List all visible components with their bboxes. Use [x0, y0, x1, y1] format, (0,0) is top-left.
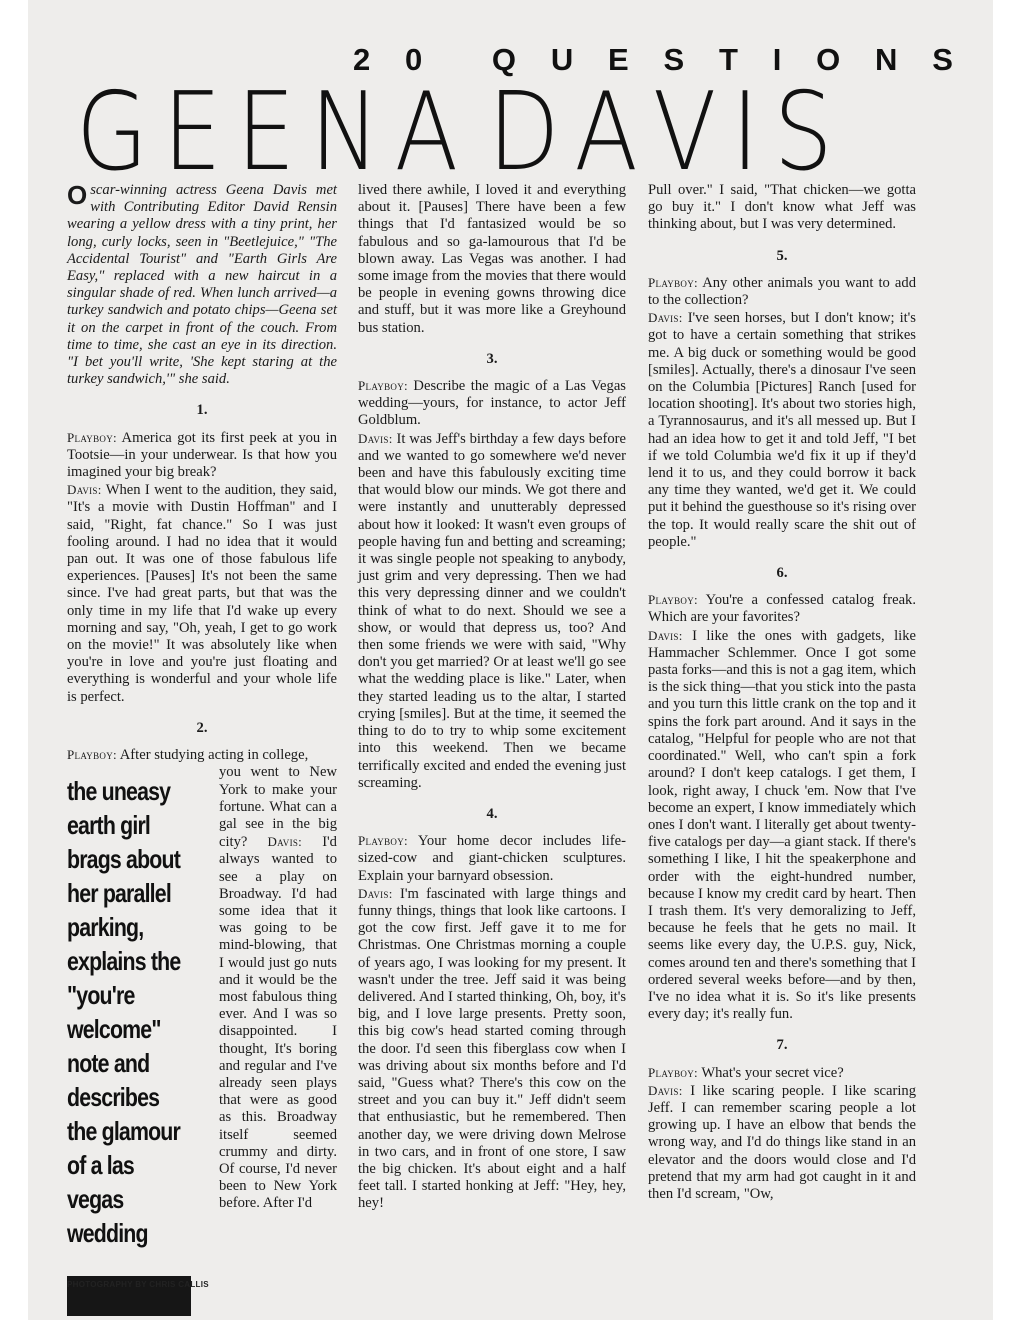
headline-letter: E [162, 70, 222, 195]
playboy-label: Playboy: [648, 274, 698, 290]
playboy-label: Playboy: [358, 378, 408, 394]
answer-text [648, 309, 916, 551]
kicker-letter: E [608, 42, 629, 77]
question-text [648, 1064, 916, 1082]
davis-label: Davis: [267, 834, 303, 850]
question-number: 7. [776, 1037, 788, 1054]
question-number: 3. [486, 350, 498, 367]
kicker-letter: O [816, 42, 841, 77]
davis-label: Davis: [358, 885, 393, 901]
playboy-label: Playboy: [67, 747, 117, 763]
answer-text [67, 481, 337, 706]
answer-body: I'm fascinated with large things and funny things, things that look like cartoons. I got the cow first. Jeff gave it to me for Christmas. One Christmas morning a couple of years ago, I was looking for my present. It wasn't under the tree. Jeff said it was being delivered. And I started thinking, Oh, boy, it's big, and I love large presents. Pretty soon, this big cow's head started coming through the door. I'd seen this fiberglass cow when I was driving about six months before and I'd said, "Guess what? There's this cow on the street and you can buy it." Jeff didn't seem that enthusiastic, but he remembered. Then another day, we were driving down Melrose in two cars, and in front of one store, I saw the big chicken. It's about eight and a half feet tall. I started honking at Jeff: "Hey, hey, hey! [358, 885, 626, 1212]
headline-letter: I [731, 70, 759, 195]
column-2 [358, 182, 626, 1213]
davis-label: Davis: [67, 482, 102, 498]
question-number: 4. [486, 805, 498, 822]
kicker-letter: T [718, 42, 738, 77]
kicker-letter: S [663, 42, 685, 77]
drop-cap: O [67, 180, 88, 210]
kicker-letter: 2 [353, 42, 371, 77]
headline-letter: G [76, 70, 148, 195]
pullquote-block [67, 764, 207, 1316]
question-text [648, 274, 916, 309]
headline [76, 70, 833, 195]
answer-body: I like the ones with gadgets, like Hammacher Schlemmer. Once I got some pasta forks—and this is not a gag item, which is the sick thing—that you stick into the pasta and you turn this little crank on the top and it spins the fork part around. And it says in the catalog, "Helpful for people who are not that coordinated." Well, who can't spin a fork around? I don't keep catalogs. I get them, I look, right away, I chuck 'em. Now that I've become an expert, I know immediately which ones I don't want. I literally get about twenty-five catalogs per day—a giant stack. If there's something I like, I hit the speakerphone and order with the eight-hundred number, because I know my credit card by heart. Then I trash them. It's very demoralizing to Jeff, because he feels that he gets no mail. It seems like every day, the U.P.S. guy, Nick, comes around ten and there's something that I ordered several weeks before—and by then, I've no idea what it is. So it's like presents every day; it's really fun. [648, 627, 916, 1023]
playboy-label: Playboy: [67, 429, 117, 445]
intro-text: scar-winning actress Geena Davis met with Contributing Editor David Rensin wearing a yellow dress with a tiny print, her long, curly locks, seen in "Beetlejuice," "The Accidental Tourist" and "Earth Girls Are Easy," replaced with a new haircut in a singular shade of red. When lunch arrived—a turkey sandwich and potato chips—Geena set it on the carpet in front of the couch. From time to time, she cast an eye in its direction. "I bet you'll write, 'She kept staring at the turkey sandwich,'" she said. [67, 182, 337, 388]
question-text [67, 429, 337, 482]
pullquote: the uneasy earth girl brags about her parallel parking, explains the "you're welcome" note and describes the glamour of a las vegas wedding [67, 776, 181, 1249]
question-body: Your home decor includes life-sized-cow and giant-chicken sculptures. Explain your barnyard obsession. [358, 833, 626, 884]
question-body: America got its first peek at you in Tootsie—in your underwear. Is that how you imagined your big break? [67, 429, 338, 481]
kicker-letter: S [932, 42, 953, 77]
answer-text [358, 885, 626, 1213]
davis-label: Davis: [358, 430, 393, 446]
headline-letter: S [773, 70, 833, 195]
headline-letter: D [487, 70, 560, 195]
headline-letter: N [310, 70, 380, 195]
answer-text: Pull over." I said, "That chicken—we gotta go buy it." I don't know what Jeff was thinking about, but I was very determined. [648, 182, 916, 233]
column-1 [67, 182, 337, 1316]
answer-body: I'd always wanted to see a play on Broadway. I'd had some idea that it was going to be mind-blowing, that I would just go nuts and it would be the most fabulous thing ever. And I was so disappointed. I thought, It's boring and regular and I've already seen plays that were as good as this. Broadway itself seemed crummy and dirty. Of course, I'd never been to New York before. After I'd [219, 834, 337, 1212]
headline-letter: A [394, 70, 459, 195]
headline-letter: E [236, 70, 296, 195]
pullquote-row [67, 764, 337, 1316]
question-body: Describe the magic of a Las Vegas wedding—yours, for instance, to actor Jeff Goldblum. [358, 378, 626, 429]
intro-paragraph [67, 182, 337, 388]
answer-body: I like scaring people. I like scaring Jeff. I can remember scaring people a lot growing up. I have an elbow that bends the wrong way, and I'd do things like stand in an elevator and the doors would close and I'd pretend that my arm had got caught in it and then I'd scream, "Ow, [648, 1082, 916, 1202]
question-number: 1. [196, 402, 208, 419]
davis-label: Davis: [648, 627, 683, 643]
question-body: You're a confessed catalog freak. Which are your favorites? [648, 592, 916, 626]
question-text [358, 377, 626, 430]
kicker-letter: Q [491, 42, 517, 77]
question-body: Any other animals you want to add to the collection? [648, 274, 916, 309]
question-text [358, 832, 626, 885]
question-number: 2. [196, 719, 208, 736]
playboy-label: Playboy: [358, 833, 408, 849]
answer-body: I've seen horses, but I don't know; it's got to have a certain something that strikes me. A big duck or something would be good [smiles]. Actually, there's a dinosaur I've seen on the Columbia [Pictures] Ranch [used for location shooting]. It's about two stories high, a Tyrannosaurus, and it's all messed up. But I had an idea how to get it and told Jeff, "I bet if we told Columbia we'd fix it up if they'd lend it to us, and they could borrow it back any time they wanted, we'd get it. We could put it behind the guesthouse so it's rising over the top. It would really scare the shit out of people." [648, 310, 916, 550]
answer-text [648, 1082, 916, 1203]
davis-label: Davis: [648, 1082, 683, 1098]
question-text [648, 591, 916, 626]
kicker-letter: I [772, 42, 782, 77]
answer-body: It was Jeff's birthday a few days before and we wanted to go somewhere we'd never been and have this fabulously exciting time that would blow our minds. We got there and were instantly and unutterably depressed about how it looked: It wasn't even groups of people having fun and betting and screaming; it was single people not speaking to anybody, just grim and very depressing. Then we had this very depressing dinner and we couldn't think of what to do next. Should we see a show, or would that depress us, too? And then some friends we were with said, "Why don't you get married? Or at least we'll go see what the wedding place is like." Later, when they started leading us to the altar, I started crying [smiles]. But at the time, it seemed the thing to do to try to whip some excitement into this weekend. Then we became terrifically excited and ended the evening just screaming. [358, 430, 627, 791]
column-3 [648, 182, 916, 1203]
davis-label: Davis: [648, 310, 683, 326]
question-body: you went to New York to make your fortune. What can a gal see in the big city? [219, 764, 337, 851]
photo-credit: PHOTOGRAPHY BY CHRIS CALLIS [67, 1280, 209, 1289]
playboy-label: Playboy: [648, 1064, 698, 1080]
answer-text: lived there awhile, I loved it and everything about it. [Pauses] There have been a few things that I'd fantasized would be so fabulous and so ga-lamourous that I'd be blown away. Las Vegas was another. I had some image from the movies that there would be people in evening gowns throwing dice and stuff, but it was more like a Greyhound bus station. [358, 182, 626, 336]
question-number: 6. [776, 565, 788, 582]
kicker-letter: U [550, 42, 574, 77]
answer-body: When I went to the audition, they said, "It's a movie with Dustin Hoffman" and I said, "Right, fat chance." So I was just fooling around. I had no idea that it would pan out. It was one of those fabulous life experiences. [Pauses] It's not been the same since. I've had great parts, but that was the only time in my life that I'd wake up every morning and say, "Oh, yeah, I get to go work on the movie!" It was absolutely like when you're in love and you're just floating and everything is wonderful and your whole life is perfect. [67, 482, 337, 705]
question-text [67, 746, 337, 764]
magazine-page [28, 0, 993, 1320]
question-body: What's your secret vice? [701, 1064, 844, 1081]
question-number: 5. [776, 247, 788, 264]
question-body: After studying acting in college, [119, 747, 309, 764]
headline-letter: V [652, 70, 717, 195]
kicker-letter: 0 [405, 42, 423, 77]
playboy-label: Playboy: [648, 592, 698, 608]
answer-text [358, 430, 626, 792]
headline-letter: A [574, 70, 638, 195]
answer-text [648, 627, 916, 1024]
answer-text [219, 764, 337, 1316]
kicker-letter: N [875, 42, 898, 77]
